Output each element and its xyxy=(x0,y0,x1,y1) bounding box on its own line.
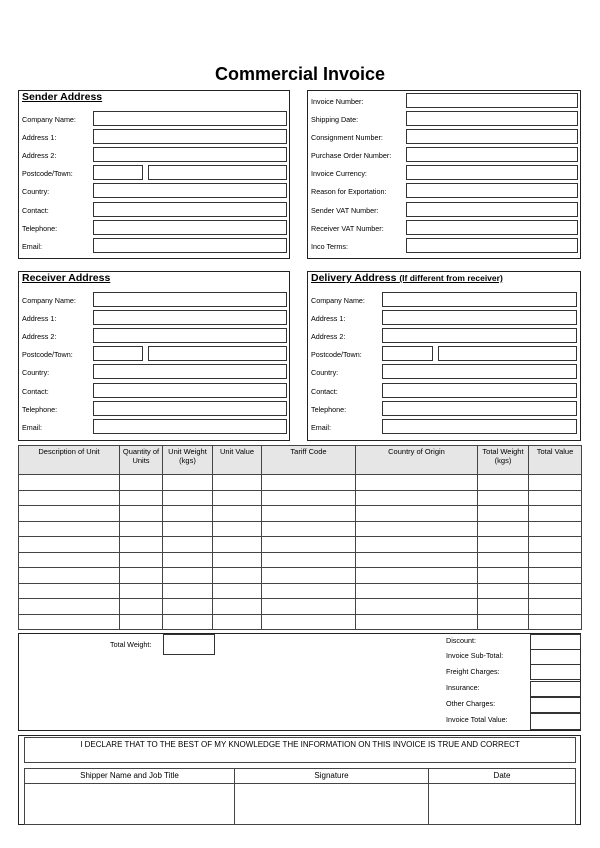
col-total-weight: Total Weight (kgs) xyxy=(478,446,529,475)
table-cell[interactable] xyxy=(478,475,529,491)
table-cell[interactable] xyxy=(19,506,120,522)
sender-telephone-field[interactable] xyxy=(93,220,287,235)
sender-address1-field[interactable] xyxy=(93,129,287,144)
table-cell[interactable] xyxy=(529,490,582,506)
receiver-address2-label: Address 2: xyxy=(22,332,57,341)
table-cell[interactable] xyxy=(163,537,213,553)
table-row xyxy=(19,583,582,599)
receiver-contact-label: Contact: xyxy=(22,387,49,396)
table-cell[interactable] xyxy=(213,599,262,615)
delivery-address1-label: Address 1: xyxy=(311,314,346,323)
table-cell[interactable] xyxy=(356,599,478,615)
table-row xyxy=(19,599,582,615)
receiver-telephone-field[interactable] xyxy=(93,401,287,416)
table-cell[interactable] xyxy=(356,583,478,599)
table-cell[interactable] xyxy=(163,506,213,522)
sender-country-field[interactable] xyxy=(93,183,287,198)
delivery-company-field[interactable] xyxy=(382,292,577,307)
receiver-postcode-field[interactable] xyxy=(93,346,143,361)
table-cell[interactable] xyxy=(356,506,478,522)
table-cell[interactable] xyxy=(213,475,262,491)
sender-address-heading: Sender Address xyxy=(22,91,103,103)
shipper-name-field[interactable] xyxy=(24,783,235,825)
table-cell[interactable] xyxy=(529,552,582,568)
table-cell[interactable] xyxy=(213,537,262,553)
table-cell[interactable] xyxy=(19,490,120,506)
sender-contact-label: Contact: xyxy=(22,206,49,215)
table-row xyxy=(19,552,582,568)
sender-address2-field[interactable] xyxy=(93,147,287,162)
subtotal-label: Invoice Sub-Total: xyxy=(446,651,504,660)
table-cell[interactable] xyxy=(356,521,478,537)
col-total-value: Total Value xyxy=(529,446,582,475)
delivery-email-label: Email: xyxy=(311,423,331,432)
table-cell[interactable] xyxy=(478,537,529,553)
receiver-country-field[interactable] xyxy=(93,364,287,379)
discount-field[interactable] xyxy=(530,634,581,650)
invoice-currency-field[interactable] xyxy=(406,165,578,180)
sender-vat-label: Sender VAT Number: xyxy=(311,206,379,215)
sender-telephone-label: Telephone: xyxy=(22,224,58,233)
table-row xyxy=(19,521,582,537)
table-cell[interactable] xyxy=(529,521,582,537)
delivery-country-label: Country: xyxy=(311,368,339,377)
table-cell[interactable] xyxy=(163,583,213,599)
receiver-telephone-label: Telephone: xyxy=(22,405,58,414)
freight-label: Freight Charges: xyxy=(446,667,500,676)
table-cell[interactable] xyxy=(529,599,582,615)
sender-address2-label: Address 2: xyxy=(22,151,57,160)
table-cell[interactable] xyxy=(529,506,582,522)
delivery-town-field[interactable] xyxy=(438,346,577,361)
purchase-order-field[interactable] xyxy=(406,147,578,162)
table-cell[interactable] xyxy=(213,568,262,584)
sender-email-label: Email: xyxy=(22,242,42,251)
inco-terms-field[interactable] xyxy=(406,238,578,253)
table-cell[interactable] xyxy=(478,568,529,584)
table-cell[interactable] xyxy=(529,614,582,630)
delivery-telephone-label: Telephone: xyxy=(311,405,347,414)
signature-header: Signature xyxy=(234,768,429,784)
inco-terms-label: Inco Terms: xyxy=(311,242,349,251)
col-quantity: Quantity of Units xyxy=(120,446,163,475)
reason-export-field[interactable] xyxy=(406,183,578,198)
sender-postcode-label: Postcode/Town: xyxy=(22,169,73,178)
table-cell[interactable] xyxy=(120,506,163,522)
purchase-order-label: Purchase Order Number: xyxy=(311,151,392,160)
page-title: Commercial Invoice xyxy=(214,64,386,84)
invoice-number-field[interactable] xyxy=(406,93,578,108)
receiver-company-label: Company Name: xyxy=(22,296,76,305)
table-cell[interactable] xyxy=(356,490,478,506)
table-cell[interactable] xyxy=(478,614,529,630)
invoice-total-label: Invoice Total Value: xyxy=(446,715,508,724)
table-row xyxy=(19,475,582,491)
receiver-address1-field[interactable] xyxy=(93,310,287,325)
discount-label: Discount: xyxy=(446,636,476,645)
table-cell[interactable] xyxy=(356,537,478,553)
delivery-email-field[interactable] xyxy=(382,419,577,434)
table-cell[interactable] xyxy=(163,568,213,584)
table-cell[interactable] xyxy=(213,506,262,522)
table-cell[interactable] xyxy=(19,475,120,491)
col-tariff-code: Tariff Code xyxy=(262,446,356,475)
table-cell[interactable] xyxy=(213,521,262,537)
table-cell[interactable] xyxy=(19,614,120,630)
table-cell[interactable] xyxy=(262,506,356,522)
col-description: Description of Unit xyxy=(19,446,120,475)
date-header: Date xyxy=(428,768,576,784)
items-table-header xyxy=(19,446,582,475)
table-row xyxy=(19,490,582,506)
table-cell[interactable] xyxy=(19,568,120,584)
table-cell[interactable] xyxy=(163,614,213,630)
table-cell[interactable] xyxy=(262,521,356,537)
sender-company-field[interactable] xyxy=(93,111,287,126)
delivery-contact-field[interactable] xyxy=(382,383,577,398)
sender-company-label: Company Name: xyxy=(22,115,76,124)
table-cell[interactable] xyxy=(19,599,120,615)
sender-address1-label: Address 1: xyxy=(22,133,57,142)
table-cell[interactable] xyxy=(120,568,163,584)
delivery-postcode-label: Postcode/Town: xyxy=(311,350,362,359)
col-unit-weight: Unit Weight (kgs) xyxy=(163,446,213,475)
table-row xyxy=(19,506,582,522)
table-cell[interactable] xyxy=(356,475,478,491)
delivery-company-label: Company Name: xyxy=(311,296,365,305)
receiver-company-field[interactable] xyxy=(93,292,287,307)
table-row xyxy=(19,614,582,630)
shipper-name-header: Shipper Name and Job Title xyxy=(24,768,235,784)
subtotal-field[interactable] xyxy=(530,649,581,665)
receiver-town-field[interactable] xyxy=(148,346,287,361)
table-cell[interactable] xyxy=(356,614,478,630)
consignment-number-field[interactable] xyxy=(406,129,578,144)
table-cell[interactable] xyxy=(120,521,163,537)
table-cell[interactable] xyxy=(163,490,213,506)
col-unit-value: Unit Value xyxy=(213,446,262,475)
other-charges-field[interactable] xyxy=(530,697,581,713)
invoice-currency-label: Invoice Currency: xyxy=(311,169,367,178)
delivery-address2-label: Address 2: xyxy=(311,332,346,341)
sender-email-field[interactable] xyxy=(93,238,287,253)
declaration-text: I DECLARE THAT TO THE BEST OF MY KNOWLEDGE THE INFORMATION ON THIS INVOICE IS TRUE AND CORRECT xyxy=(24,737,576,763)
table-cell[interactable] xyxy=(529,568,582,584)
table-cell[interactable] xyxy=(529,583,582,599)
total-weight-label: Total Weight: xyxy=(110,640,152,649)
items-table-body xyxy=(19,475,582,630)
consignment-number-label: Consignment Number: xyxy=(311,133,383,142)
delivery-telephone-field[interactable] xyxy=(382,401,577,416)
delivery-address-subtitle: (If different from receiver) xyxy=(399,273,503,283)
receiver-address1-label: Address 1: xyxy=(22,314,57,323)
table-cell[interactable] xyxy=(478,583,529,599)
receiver-contact-field[interactable] xyxy=(93,383,287,398)
insurance-field[interactable] xyxy=(530,681,581,697)
table-cell[interactable] xyxy=(529,537,582,553)
table-cell[interactable] xyxy=(356,552,478,568)
receiver-vat-label: Receiver VAT Number: xyxy=(311,224,384,233)
table-cell[interactable] xyxy=(262,568,356,584)
delivery-postcode-field[interactable] xyxy=(382,346,433,361)
sender-country-label: Country: xyxy=(22,187,50,196)
sender-contact-field[interactable] xyxy=(93,202,287,217)
receiver-address2-field[interactable] xyxy=(93,328,287,343)
freight-field[interactable] xyxy=(530,664,581,680)
table-cell[interactable] xyxy=(19,537,120,553)
col-country-origin: Country of Origin xyxy=(356,446,478,475)
table-row xyxy=(19,537,582,553)
receiver-email-label: Email: xyxy=(22,423,42,432)
table-cell[interactable] xyxy=(19,521,120,537)
receiver-postcode-label: Postcode/Town: xyxy=(22,350,73,359)
delivery-address-title: Delivery Address xyxy=(311,272,397,284)
table-cell[interactable] xyxy=(262,614,356,630)
shipping-date-field[interactable] xyxy=(406,111,578,126)
receiver-email-field[interactable] xyxy=(93,419,287,434)
table-cell[interactable] xyxy=(478,552,529,568)
table-cell[interactable] xyxy=(120,614,163,630)
table-cell[interactable] xyxy=(120,490,163,506)
table-cell[interactable] xyxy=(120,537,163,553)
signature-field[interactable] xyxy=(234,783,429,825)
sender-postcode-field[interactable] xyxy=(93,165,143,180)
insurance-label: Insurance: xyxy=(446,683,480,692)
table-cell[interactable] xyxy=(19,583,120,599)
delivery-address1-field[interactable] xyxy=(382,310,577,325)
table-cell[interactable] xyxy=(356,568,478,584)
table-cell[interactable] xyxy=(262,583,356,599)
table-cell[interactable] xyxy=(478,506,529,522)
delivery-contact-label: Contact: xyxy=(311,387,338,396)
table-cell[interactable] xyxy=(478,490,529,506)
invoice-total-field[interactable] xyxy=(530,713,581,730)
table-cell[interactable] xyxy=(163,552,213,568)
table-cell[interactable] xyxy=(262,537,356,553)
items-table xyxy=(18,445,582,630)
table-cell[interactable] xyxy=(120,583,163,599)
table-cell[interactable] xyxy=(213,583,262,599)
other-charges-label: Other Charges: xyxy=(446,699,496,708)
shipping-date-label: Shipping Date: xyxy=(311,115,359,124)
table-cell[interactable] xyxy=(213,614,262,630)
table-cell[interactable] xyxy=(478,521,529,537)
receiver-address-heading: Receiver Address xyxy=(22,272,111,284)
reason-export-label: Reason for Exportation: xyxy=(311,187,387,196)
table-cell[interactable] xyxy=(262,475,356,491)
table-cell[interactable] xyxy=(163,475,213,491)
delivery-country-field[interactable] xyxy=(382,364,577,379)
delivery-address-heading xyxy=(311,272,503,284)
receiver-vat-field[interactable] xyxy=(406,220,578,235)
table-cell[interactable] xyxy=(120,599,163,615)
table-cell[interactable] xyxy=(213,490,262,506)
invoice-number-label: Invoice Number: xyxy=(311,97,364,106)
table-cell[interactable] xyxy=(213,552,262,568)
table-cell[interactable] xyxy=(262,490,356,506)
total-weight-field[interactable] xyxy=(163,634,215,655)
table-cell[interactable] xyxy=(120,475,163,491)
table-cell[interactable] xyxy=(163,521,213,537)
date-field[interactable] xyxy=(428,783,576,825)
table-cell[interactable] xyxy=(262,552,356,568)
delivery-address2-field[interactable] xyxy=(382,328,577,343)
table-row xyxy=(19,568,582,584)
sender-vat-field[interactable] xyxy=(406,202,578,217)
table-cell[interactable] xyxy=(120,552,163,568)
table-cell[interactable] xyxy=(478,599,529,615)
table-cell[interactable] xyxy=(163,599,213,615)
sender-town-field[interactable] xyxy=(148,165,287,180)
table-cell[interactable] xyxy=(529,475,582,491)
receiver-country-label: Country: xyxy=(22,368,50,377)
table-cell[interactable] xyxy=(262,599,356,615)
table-cell[interactable] xyxy=(19,552,120,568)
